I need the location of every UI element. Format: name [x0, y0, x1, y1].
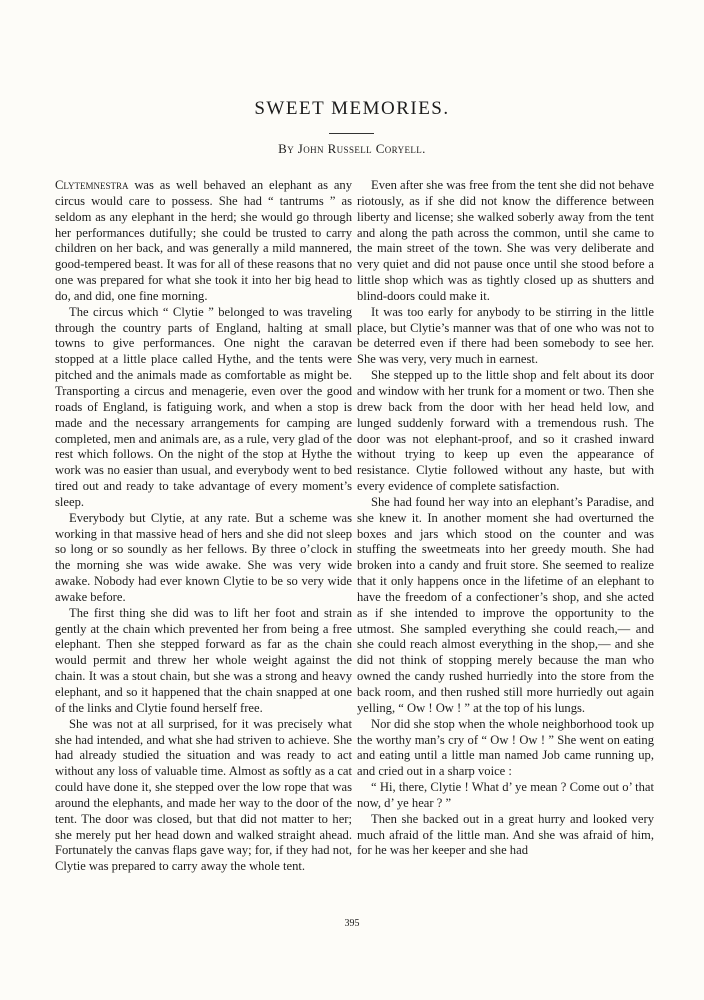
title-divider: [329, 133, 374, 134]
paragraph: Everybody but Clytie, at any rate. But a scheme was working in that massive head of hers and she did not sleep so long or so soundly as her fellows. By three o’clock in the morning she was wide awake. She was very wide awake. Nobody had ever known Clytie to be so very wide awake before.: [55, 510, 352, 604]
article-byline: By John Russell Coryell.: [278, 141, 426, 156]
right-column: [357, 178, 654, 859]
article-title: SWEET MEMORIES.: [254, 98, 450, 119]
paragraph: [55, 178, 352, 305]
page-number: 395: [344, 918, 360, 929]
paragraph: She had found her way into an elephant’s Paradise, and she knew it. In another moment she had overturned the boxes and jars which stood on the counter and was stuffing the sweetmeats into her greedy mouth. She had broken into a candy and fruit store. She seemed to realize that it only happens once in the lifetime of an elephant to have the freedom of a confectioner’s shop, and she acted as if she intended to improve the opportunity to the utmost. She sampled everything she could reach,— and she could reach almost everything in the shop,— and she did not think of stopping merely because the man who owned the candy rushed hurriedly into the store from the back room, and then rushed still more hurriedly out again yelling, “ Ow ! Ow ! ” at the top of his lungs.: [357, 494, 654, 715]
paragraph: She was not at all surprised, for it was precisely what she had intended, and what she had striven to achieve. She had already studied the situation and was ready to act without any loss of valuable time. Almost as softly as a cat could have done it, she stepped over the low rope that was around the elephants, and made her way to the door of the tent. The door was closed, but that did not matter to her; she merely put her head down and walked straight ahead. Fortunately the canvas flaps gave way; for, if they had not, Clytie was prepared to carry away the whole tent.: [55, 716, 352, 874]
paragraph-text: was as well behaved an elephant as any circus would care to possess. She had “ tantrums ” as seldom as any elephant in the herd; she would go through her performances dutifully; she could be trusted to carry children on her back, and was generally a mild mannered, good-tempered beast. It was for all of these reasons that no one was prepared for what she took it into her big head to do, and did, one fine morning.: [55, 178, 352, 303]
paragraph: The circus which “ Clytie ” belonged to was traveling through the country parts of England, halting at small towns to give performances. One night the caravan stopped at a little place called Hythe, and the tents were pitched and the animals made as comfortable as might be. Transporting a circus and menagerie, even over the good roads of England, is fatiguing work, and when a stop is made and the necessary arrangements for camping are completed, men and animals are, as a rule, very glad of the rest which follows. On the night of the stop at Hythe the work was no easier than usual, and everybody went to bed tired out and ready to take advantage of every moment’s sleep.: [55, 304, 352, 509]
paragraph: The first thing she did was to lift her foot and strain gently at the chain which prevented her from being a free elephant. Then she stepped forward as far as the chain would permit and threw her whole weight against the chain. It was a stout chain, but she was a strong and heavy elephant, and so it happened that the chain snapped at one of the links and Clytie found herself free.: [55, 605, 352, 715]
paragraph: It was too early for anybody to be stirring in the little place, but Clytie’s manner was that of one who was not to be deterred even if there had been somebody to see her. She was very, very much in earnest.: [357, 304, 654, 367]
paragraph: Then she backed out in a great hurry and looked very much afraid of the little man. And she was afraid of him, for he was her keeper and she had: [357, 811, 654, 858]
drop-word: Clytemnestra: [55, 178, 129, 192]
left-column: [55, 178, 352, 875]
paragraph: “ Hi, there, Clytie ! What d’ ye mean ? Come out o’ that now, d’ ye hear ? ”: [357, 780, 654, 810]
paragraph: She stepped up to the little shop and felt about its door and window with her trunk for a moment or two. Then she drew back from the door with her head held low, and lunged suddenly forward with a tremendous rush. The door was not elephant-proof, and so it crashed inward without trying to keep up even the appearance of resistance. Clytie followed without any haste, but with every evidence of complete satisfaction.: [357, 368, 654, 494]
paragraph: Nor did she stop when the whole neighborhood took up the worthy man’s cry of “ Ow ! Ow ! ” She went on eating and eating until a little man named Job came running up, and cried out in a sharp voice :: [357, 716, 654, 779]
paragraph: Even after she was free from the tent she did not behave riotously, as if she did not know the difference between liberty and license; she walked soberly away from the tent and along the path across the common, until she came to the main street of the town. She was very deliberate and very quiet and did not pause once until she stood before a little shop which was as tightly closed up as shutters and blind-doors could make it.: [357, 178, 654, 303]
